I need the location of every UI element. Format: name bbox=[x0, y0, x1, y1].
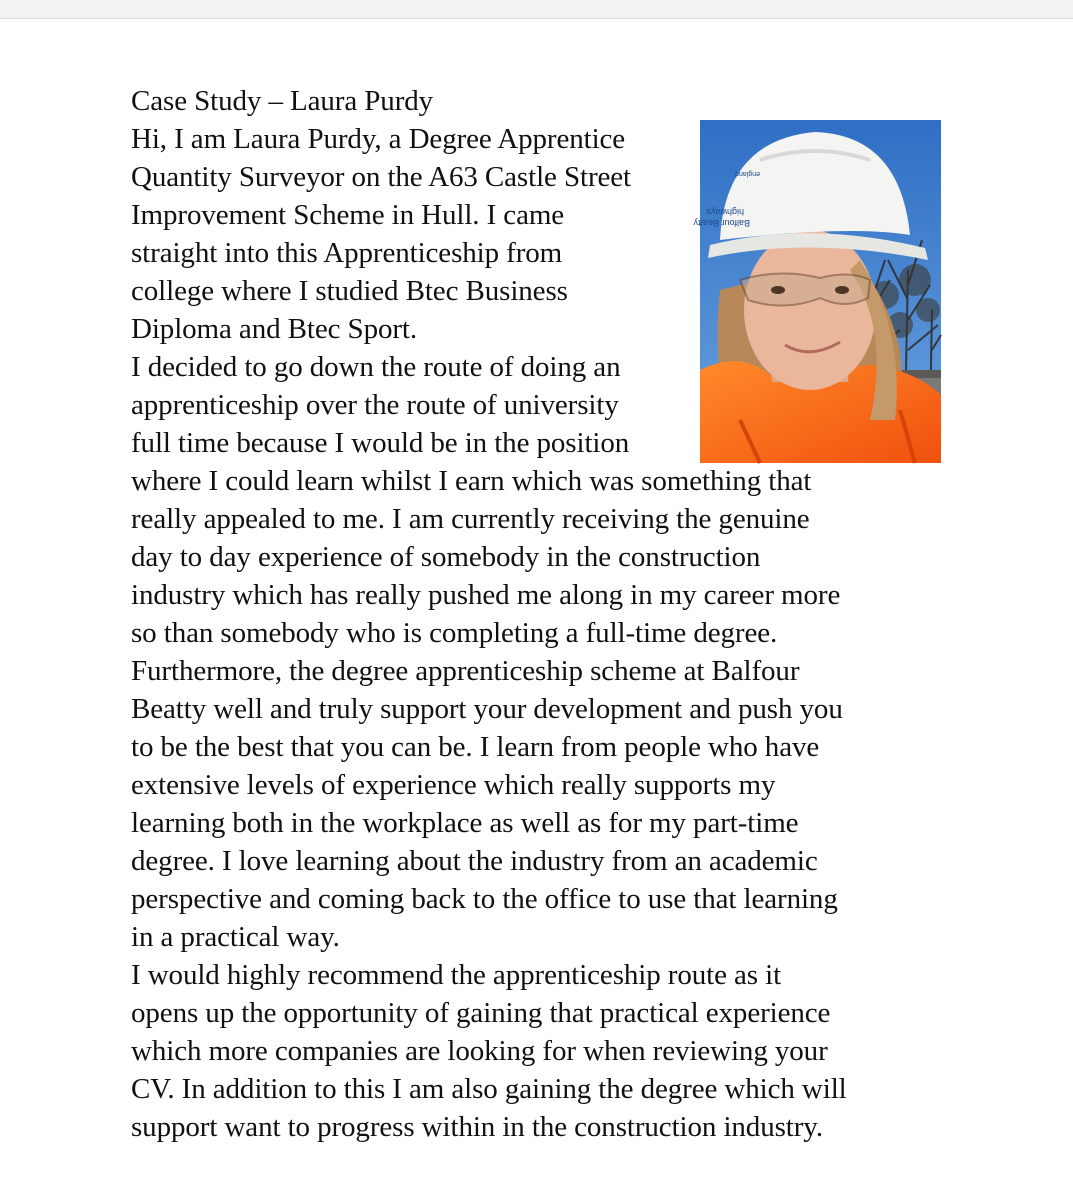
text-line: learning both in the workplace as well as for my part-time bbox=[131, 807, 799, 839]
text-line: extensive levels of experience which really supports my bbox=[131, 769, 776, 801]
helmet-logo-text-2: Balfour Beatty bbox=[693, 218, 750, 228]
text-line: Diploma and Btec Sport. bbox=[131, 313, 418, 345]
text-line: really appealed to me. I am currently receiving the genuine bbox=[131, 503, 810, 535]
text-line: perspective and coming back to the office to use that learning bbox=[131, 883, 838, 915]
profile-photo-illustration bbox=[693, 120, 941, 463]
helmet-logo-text-3: england bbox=[735, 170, 760, 177]
text-line: I would highly recommend the apprenticeship route as it bbox=[131, 959, 782, 991]
text-line: industry which has really pushed me along in my career more bbox=[131, 579, 841, 611]
case-study-title: Case Study – Laura Purdy bbox=[131, 85, 434, 117]
text-line: opens up the opportunity of gaining that practical experience bbox=[131, 997, 831, 1029]
text-line: in a practical way. bbox=[131, 921, 340, 953]
text-line: straight into this Apprenticeship from bbox=[131, 237, 563, 269]
helmet-logo-text: highways bbox=[706, 207, 744, 217]
text-line: support want to progress within in the construction industry. bbox=[131, 1111, 823, 1143]
text-line: apprenticeship over the route of university bbox=[131, 389, 619, 421]
text-line: college where I studied Btec Business bbox=[131, 275, 568, 307]
text-line: so than somebody who is completing a full-time degree. bbox=[131, 617, 778, 649]
text-line: Hi, I am Laura Purdy, a Degree Apprentice bbox=[131, 123, 626, 155]
text-line: CV. In addition to this I am also gaining the degree which will bbox=[131, 1073, 847, 1105]
profile-photo bbox=[693, 120, 941, 463]
text-line: Improvement Scheme in Hull. I came bbox=[131, 199, 565, 231]
text-line: where I could learn whilst I earn which was something that bbox=[131, 465, 812, 497]
text-line: Quantity Surveyor on the A63 Castle Street bbox=[131, 161, 632, 193]
text-line: degree. I love learning about the industry from an academic bbox=[131, 845, 818, 877]
text-line: to be the best that you can be. I learn from people who have bbox=[131, 731, 820, 763]
text-line: I decided to go down the route of doing an bbox=[131, 351, 621, 383]
text-line: which more companies are looking for when reviewing your bbox=[131, 1035, 828, 1067]
text-line: Beatty well and truly support your development and push you bbox=[131, 693, 843, 725]
text-line: full time because I would be in the position bbox=[131, 427, 630, 459]
text-line: day to day experience of somebody in the construction bbox=[131, 541, 761, 573]
window-top-bar bbox=[0, 0, 1073, 19]
text-line: Furthermore, the degree apprenticeship scheme at Balfour bbox=[131, 655, 800, 687]
